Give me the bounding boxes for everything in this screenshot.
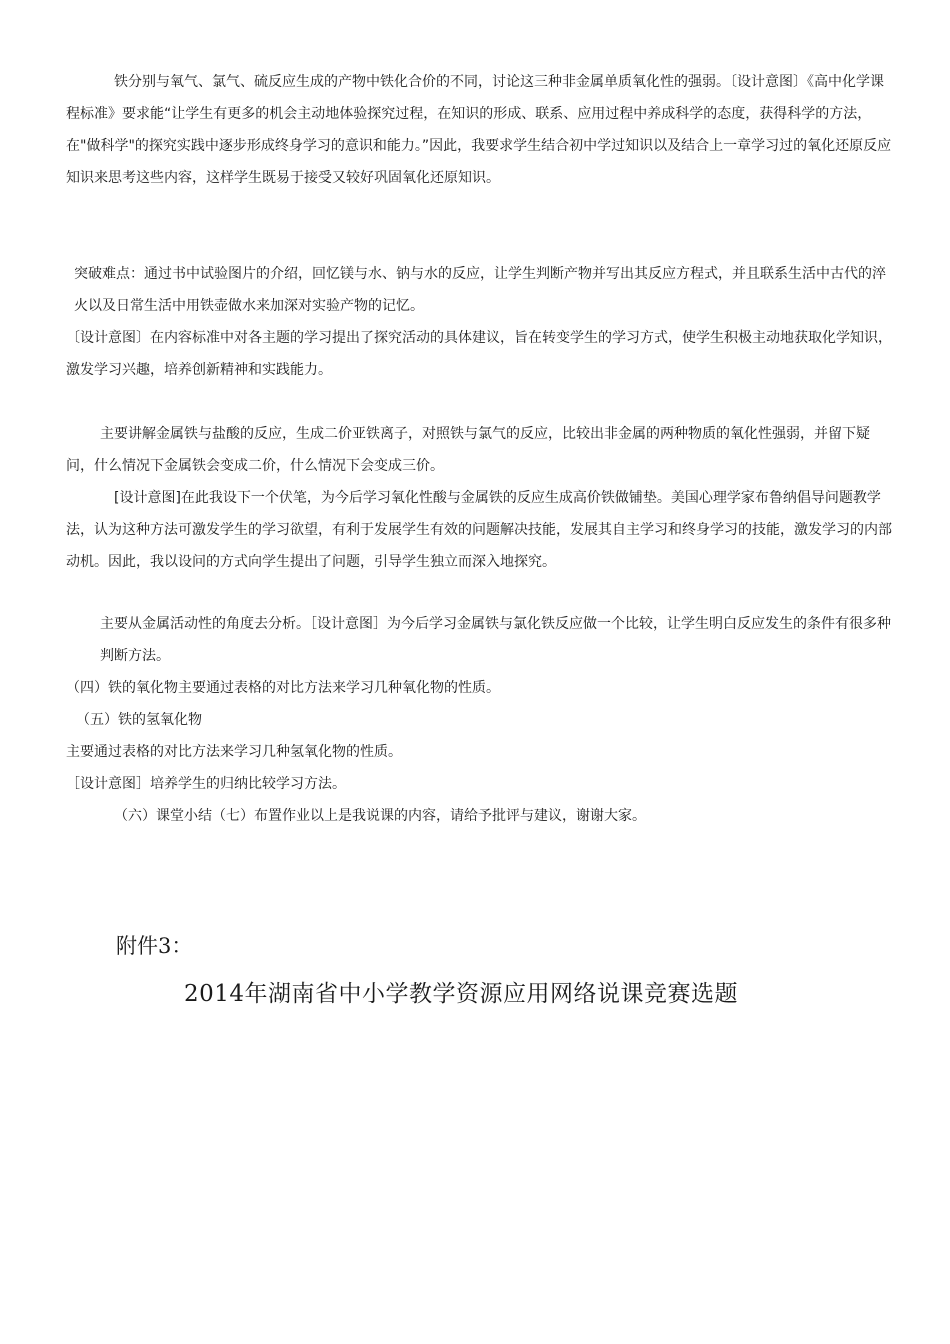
annex-label: 附件3： [116,934,193,958]
paragraph-iron-hcl: 主要讲解金属铁与盐酸的反应，生成二价亚铁离子，对照铁与氯气的反应，比较出非金属的两种物质的氧化性强弱，并留下疑问，什么情况下金属铁会变成二价，什么情况下会变成三价。 [66,426,870,474]
paragraph-metal-activity: 主要从金属活动性的角度去分析。［设计意图］为今后学习金属铁与氯化铁反应做一个比较，让学生明白反应发生的条件有很多种判断方法。 [100,616,891,664]
section-iron-hydroxides-heading: （五）铁的氢氧化物 [76,712,202,728]
paragraph-design-intent-3: ［设计意图］培养学生的归纳比较学习方法。 [66,776,346,792]
paragraph-difficulty: 突破难点：通过书中试验图片的介绍，回忆镁与水、钠与水的反应，让学生判断产物并写出其反应方程式，并且联系生活中古代的淬火以及日常生活中用铁壶做水来加深对实验产物的记忆。 [74,266,886,314]
paragraph-design-intent-2: [设计意图]在此我设下一个伏笔，为今后学习氧化性酸与金属铁的反应生成高价铁做铺垫。美国心理学家布鲁纳倡导问题教学法，认为这种方法可激发学生的学习欲望，有利于发展学生有效的问题解决技能，发展其自主学习和终身学习的技能，激发学习的内部动机。因此，我以设问的方式向学生提出了问题，引导学生独立而深入地探究。 [66,490,892,570]
annex-title: 2014年湖南省中小学教学资源应用网络说课竞赛选题 [184,981,739,1007]
section-iron-oxides: （四）铁的氧化物主要通过表格的对比方法来学习几种氧化物的性质。 [66,680,500,696]
paragraph-summary: （六）课堂小结（七）布置作业以上是我说课的内容，请给予批评与建议，谢谢大家。 [114,808,646,824]
paragraph-iron-oxidation: 铁分别与氧气、氯气、硫反应生成的产物中铁化合价的不同，讨论这三种非金属单质氧化性的强弱。〔设计意图〕《高中化学课程标准》要求能“让学生有更多的机会主动地体验探究过程，在知识的形成、联系、应用过程中养成科学的态度，获得科学的方法，在"做科学"的探究实践中逐步形成终身学习的意识和能力。”因此，我要求学生结合初中学过知识以及结合上一章学习过的氧化还原反应知识来思考这些内容，这样学生既易于接受又较好巩固氧化还原知识。 [66,74,892,186]
paragraph-hydroxides: 主要通过表格的对比方法来学习几种氢氧化物的性质。 [66,744,402,760]
paragraph-design-intent-1: 〔设计意图〕在内容标准中对各主题的学习提出了探究活动的具体建议，旨在转变学生的学习方式，使学生积极主动地获取化学知识，激发学习兴趣，培养创新精神和实践能力。 [66,330,892,378]
